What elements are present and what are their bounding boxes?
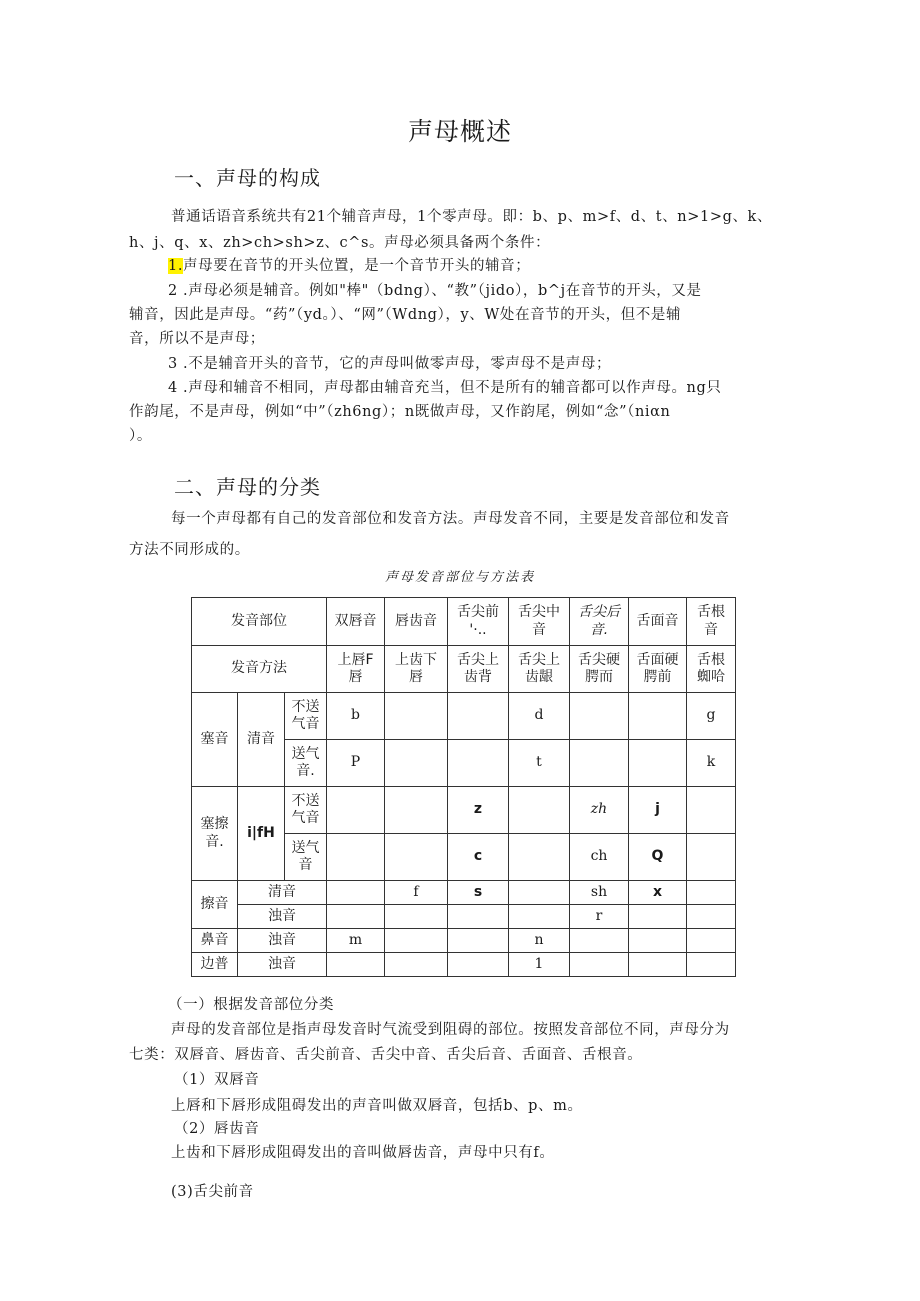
item4-line-3: ）。 <box>129 428 152 444</box>
intro-line-1: 普通话语音系统共有21个辅音声母，1个零声母。即：b、p、m>f、d、t、n>1>g、k、 <box>171 209 773 225</box>
consonant-cell <box>327 787 385 834</box>
place-cell: 舌根 音 <box>687 598 736 646</box>
intro-line-2: h、j、q、x、zh>ch>sh>z、c^s。声母必须具备两个条件： <box>129 235 551 251</box>
consonant-cell: f <box>385 881 448 905</box>
consonant-cell <box>629 740 687 787</box>
item2-line-2: 辅音，因此是声母。“药”（yd。）、“网”（Wdng），y、W处在音节的开头，但不是辅 <box>129 307 682 323</box>
consonant-cell: x <box>629 881 687 905</box>
fricative-voiceless-label: 清音 <box>238 881 327 905</box>
section2-heading: 二、声母的分类 <box>174 475 321 499</box>
consonant-cell <box>448 953 509 977</box>
consonant-cell <box>385 929 448 953</box>
consonant-cell <box>327 905 385 929</box>
consonant-cell <box>327 881 385 905</box>
consonant-cell: s <box>448 881 509 905</box>
consonant-cell: d <box>509 693 570 740</box>
consonant-cell <box>570 929 629 953</box>
consonant-cell: b <box>327 693 385 740</box>
item4-line-1: 4 .声母和辅音不相同，声母都由辅音充当，但不是所有的辅音都可以作声母。ng只 <box>168 380 722 396</box>
stop-aspirated-label: 送气 音. <box>285 740 327 787</box>
affricate-unaspirated-label: 不送 气音 <box>285 787 327 834</box>
nasal-voicing: 浊音 <box>238 929 327 953</box>
consonant-cell <box>385 693 448 740</box>
consonant-cell <box>509 834 570 881</box>
subsection1-text: 上唇和下唇形成阻碍发出的声音叫做双唇音，包括b、p、m。 <box>171 1098 583 1114</box>
consonant-cell <box>448 693 509 740</box>
articulator-cell: 上唇F 唇 <box>327 646 385 693</box>
table-row <box>192 953 736 977</box>
articulator-cell: 舌根 蜘哈 <box>687 646 736 693</box>
consonant-cell <box>385 787 448 834</box>
consonant-cell <box>629 693 687 740</box>
consonant-cell: ch <box>570 834 629 881</box>
affricate-aspirated-label: 送气 音 <box>285 834 327 881</box>
stop-voicing: 清音 <box>238 693 285 787</box>
table-row <box>192 881 736 905</box>
item4-line-2: 作韵尾，不是声母，例如“中”（zh6ng）；n既做声母，又作韵尾，例如“念”（niαn <box>129 404 671 420</box>
section2-para-line-1: 每一个声母都有自己的发音部位和发音方法。声母发音不同，主要是发音部位和发音 <box>171 511 730 527</box>
consonant-cell <box>509 881 570 905</box>
consonant-cell: r <box>570 905 629 929</box>
consonant-cell: P <box>327 740 385 787</box>
section3-para-line-2: 七类：双唇音、唇齿音、舌尖前音、舌尖中音、舌尖后音、舌面音、舌根音。 <box>129 1047 643 1063</box>
consonant-cell: c <box>448 834 509 881</box>
table-row <box>192 598 736 646</box>
consonant-cell: g <box>687 693 736 740</box>
consonant-cell <box>509 905 570 929</box>
consonant-cell: 1 <box>509 953 570 977</box>
consonant-cell: zh <box>570 787 629 834</box>
table-caption: 声母发音部位与方法表 <box>384 570 535 585</box>
item1-number-highlight: 1. <box>168 258 184 274</box>
lateral-voicing: 浊音 <box>238 953 327 977</box>
consonant-cell <box>629 953 687 977</box>
header-method-label: 发音方法 <box>192 646 327 693</box>
section3-para-line-1: 声母的发音部位是指声母发音时气流受到阻碍的部位。按照发音部位不同，声母分为 <box>171 1022 730 1038</box>
articulator-cell: 上齿下 唇 <box>385 646 448 693</box>
place-cell: 舌尖后 音. <box>570 598 629 646</box>
consonant-cell <box>385 953 448 977</box>
consonant-cell <box>327 834 385 881</box>
consonant-cell: n <box>509 929 570 953</box>
table-row <box>192 693 736 740</box>
consonant-cell <box>448 740 509 787</box>
nasal-label: 鼻音 <box>192 929 238 953</box>
item1-text: 声母要在音节的开头位置，是一个音节开头的辅音； <box>183 258 531 274</box>
place-cell: 舌面音 <box>629 598 687 646</box>
lateral-label: 边普 <box>192 953 238 977</box>
subsection1-title: （1）双唇音 <box>174 1072 260 1088</box>
stop-unaspirated-label: 不送 气音 <box>285 693 327 740</box>
articulation-table <box>191 597 736 977</box>
consonant-cell <box>687 929 736 953</box>
consonant-cell <box>687 881 736 905</box>
consonant-cell <box>570 740 629 787</box>
consonant-cell: t <box>509 740 570 787</box>
section1-heading: 一、声母的构成 <box>174 166 321 190</box>
subsection3-title: (3)舌尖前音 <box>171 1184 254 1200</box>
consonant-cell: k <box>687 740 736 787</box>
page-title: 声母概述 <box>407 117 512 146</box>
item1 <box>168 254 530 275</box>
articulator-cell: 舌尖上 齿背 <box>448 646 509 693</box>
consonant-cell <box>687 905 736 929</box>
consonant-cell <box>385 834 448 881</box>
articulator-cell: 舌尖上 齿龈 <box>509 646 570 693</box>
consonant-cell <box>448 929 509 953</box>
consonant-cell <box>385 740 448 787</box>
consonant-cell <box>629 929 687 953</box>
table-row <box>192 905 736 929</box>
articulator-cell: 舌尖硬 腭而 <box>570 646 629 693</box>
place-cell: 舌尖中 音 <box>509 598 570 646</box>
table-row <box>192 929 736 953</box>
table-row <box>192 646 736 693</box>
place-cell: 唇齿音 <box>385 598 448 646</box>
section3-heading: （一）根据发音部位分类 <box>168 997 335 1013</box>
affricate-voicing: i|fH <box>238 787 285 881</box>
item3: 3 .不是辅音开头的音节，它的声母叫做零声母，零声母不是声母； <box>168 356 612 372</box>
consonant-cell: j <box>629 787 687 834</box>
consonant-cell <box>385 905 448 929</box>
section2-para-line-2: 方法不同形成的。 <box>129 542 250 558</box>
consonant-cell <box>570 953 629 977</box>
fricative-voiced-label: 浊音 <box>238 905 327 929</box>
consonant-cell <box>687 787 736 834</box>
subsection2-title: （2）唇齿音 <box>174 1121 260 1137</box>
consonant-cell <box>509 787 570 834</box>
item2-line-1: 2 .声母必须是辅音。例如"棒"（bdng）、“教”（jido），b^j在音节的开头，又是 <box>168 283 702 299</box>
consonant-cell <box>687 953 736 977</box>
consonant-cell <box>629 905 687 929</box>
table-row <box>192 787 736 834</box>
consonant-cell <box>327 953 385 977</box>
header-place-label: 发音部位 <box>192 598 327 646</box>
fricative-label: 擦音 <box>192 881 238 929</box>
subsection2-text: 上齿和下唇形成阻碍发出的音叫做唇齿音，声母中只有f。 <box>171 1145 555 1161</box>
affricate-label: 塞擦 音. <box>192 787 238 881</box>
stop-label: 塞音 <box>192 693 238 787</box>
place-cell: 双唇音 <box>327 598 385 646</box>
consonant-cell <box>570 693 629 740</box>
consonant-cell <box>687 834 736 881</box>
item2-line-3: 音，所以不是声母； <box>129 331 265 347</box>
articulator-cell: 舌面硬 腭前 <box>629 646 687 693</box>
place-cell: 舌尖前 '·.. <box>448 598 509 646</box>
consonant-cell: m <box>327 929 385 953</box>
consonant-cell: sh <box>570 881 629 905</box>
consonant-cell <box>448 905 509 929</box>
consonant-cell: Q <box>629 834 687 881</box>
consonant-cell: z <box>448 787 509 834</box>
